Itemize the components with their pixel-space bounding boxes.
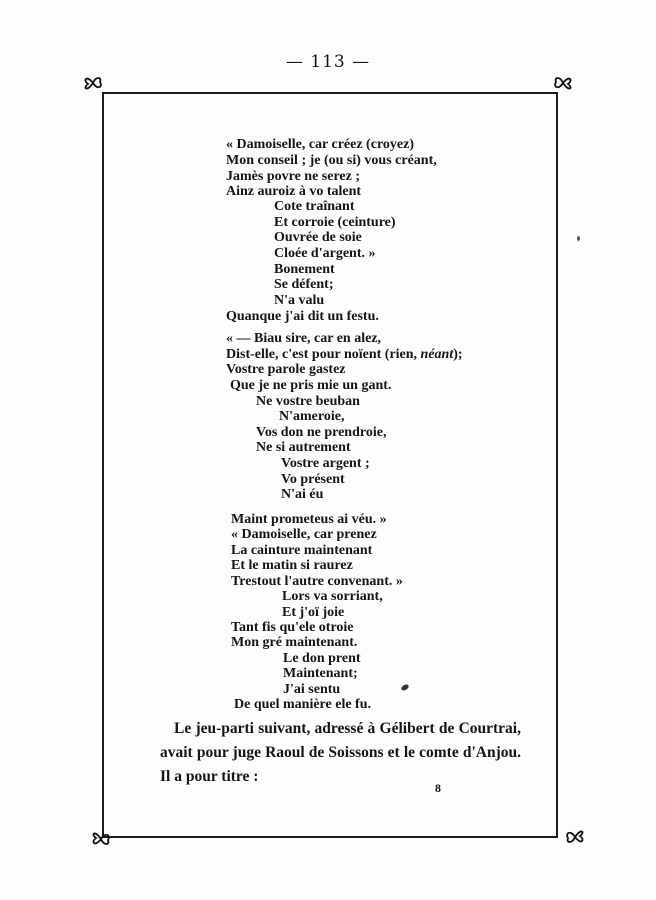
verse-line: N'ameroie, [279,409,345,424]
verse-line: Vostre argent ; [281,456,370,471]
verse-line: « — Biau sire, car en alez, [226,331,382,346]
verse-line: Ainz auroiz à vo talent [226,184,362,199]
verse-line: Se défent; [274,277,334,292]
flourish-icon [90,828,112,850]
verse-line: Et corroie (ceinture) [274,215,396,230]
prose-line: Il a pour titre : [160,768,259,785]
verse-line: N'ai éu [281,487,324,502]
verse-line: Bonement [274,262,335,277]
flourish-icon [564,826,586,848]
verse-line: Dist-elle, c'est pour noïent (rien, néant); [226,347,463,362]
verse-line: Le don prent [283,651,361,666]
verse-line: Que je ne pris mie un gant. [230,378,392,393]
verse-line: Ne vostre beuban [256,394,360,409]
verse-line: Vo présent [281,472,345,487]
verse-line: Maint prometeus ai véu. » [231,512,387,527]
verse-line: Maintenant; [283,666,358,681]
verse-line: Cote traînant [274,199,355,214]
verse-line: Mon gré maintenant. [231,635,358,650]
verse-line: Tant fis qu'ele otroie [231,620,354,635]
prose-line: Le jeu-parti suivant, adressé à Gélibert de Courtrai, [174,720,521,737]
verse-line: Mon conseil ; je (ou si) vous créant, [226,153,437,168]
verse-line: Et le matin si raurez [231,558,353,573]
page-number: — 113 — [285,52,371,72]
verse-line: Trestout l'autre convenant. » [231,574,403,589]
flourish-icon [552,72,574,94]
ink-speck [577,236,580,241]
prose-line: avait pour juge Raoul de Soissons et le comte d'Anjou. [160,744,521,761]
verse-line: Cloée d'argent. » [274,246,376,261]
verse-line: Quanque j'ai dit un festu. [226,309,379,324]
flourish-icon [82,72,104,94]
verse-line: Ne si autrement [256,440,351,455]
verse-line: « Damoiselle, car prenez [231,527,377,542]
verse-line: Vos don ne prendroie, [256,425,387,440]
verse-line: Ouvrée de soie [274,230,362,245]
verse-line: N'a valu [274,293,325,308]
verse-line: « Damoiselle, car créez (croyez) [226,137,414,152]
verse-line: Vostre parole gastez [226,362,346,377]
verse-line: J'ai sentu [283,682,341,697]
verse-line: De quel manière ele fu. [234,697,371,712]
signature-mark: 8 [435,781,441,795]
verse-line: Lors va sorriant, [282,589,383,604]
italic-word: néant [420,347,454,362]
verse-line: Et j'oï joie [282,605,345,620]
verse-line: La cainture maintenant [231,543,373,558]
verse-line: Jamès povre ne serez ; [226,169,360,184]
